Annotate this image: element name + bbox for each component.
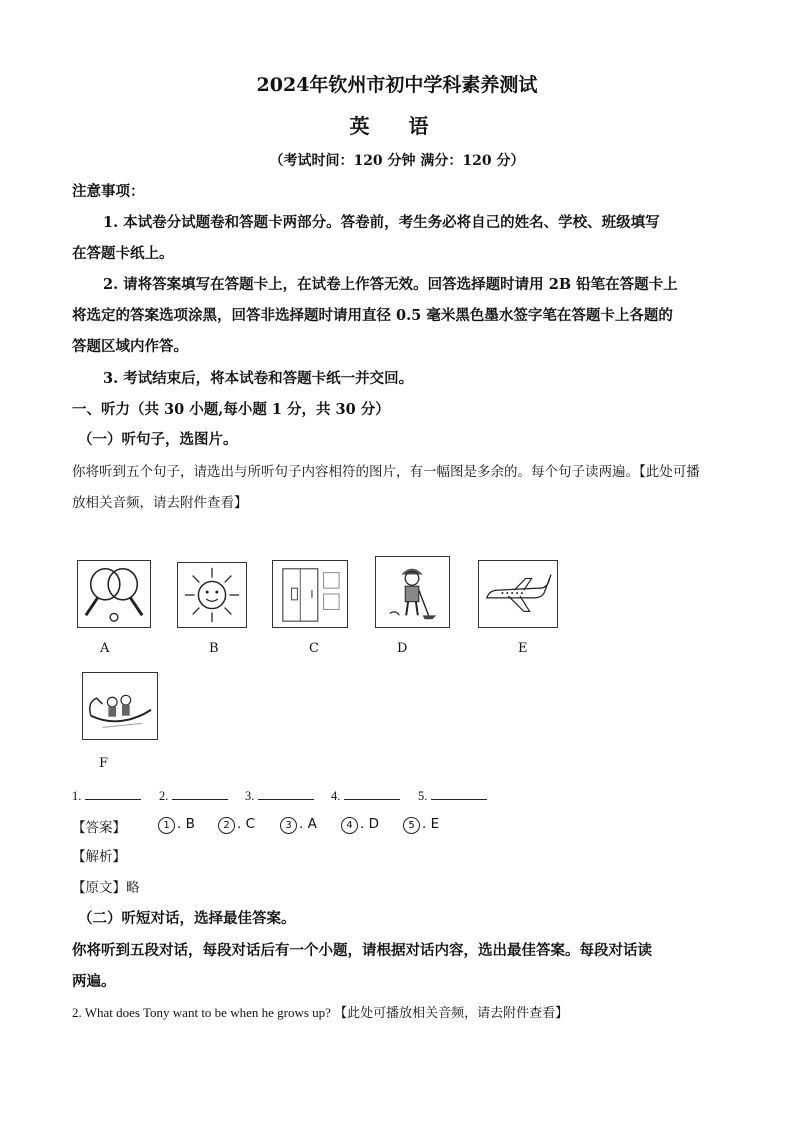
answer-2: 2 . C — [218, 816, 255, 834]
exam-title: 2024年钦州市初中学科素养测试 — [256, 74, 538, 96]
notes-heading: 注意事项： — [72, 183, 145, 200]
note-2-line-2: 将选定的答案选项涂黑，回答非选择题时请用直径 0.5 毫米黑色墨水签字笔在答题卡上各题的 — [72, 307, 673, 324]
picture-label-c: C — [309, 641, 319, 656]
blank-3[interactable]: 3. — [245, 787, 314, 804]
part-2-heading: （二）听短对话，选择最佳答案。 — [78, 910, 296, 927]
blank-4[interactable]: 4. — [331, 787, 400, 804]
picture-label-f: F — [99, 756, 109, 771]
answer-1: 1 . B — [158, 816, 195, 834]
blank-2[interactable]: 2. — [159, 787, 228, 804]
original-text: 【原文】略 — [72, 880, 140, 896]
answer-tag: 【答案】 — [72, 820, 126, 836]
picture-label-d: D — [397, 641, 408, 656]
analysis-tag: 【解析】 — [72, 849, 126, 865]
note-3: 3. 考试结束后，将本试卷和答题卡纸一并交回。 — [103, 370, 414, 387]
answer-5: 5 . E — [403, 816, 439, 834]
boy-sweeping-icon — [375, 556, 450, 628]
note-1-line-1: 1. 本试卷分试题卷和答题卡两部分。答卷前，考生务必将自己的姓名、学校、班级填写 — [103, 214, 660, 231]
answer-4: 4 . D — [341, 816, 379, 834]
note-2-line-1: 2. 请将答案填写在答题卡上，在试卷上作答无效。回答选择题时请用 2B 铅笔在答题卡上 — [103, 276, 678, 293]
sun-icon — [177, 562, 247, 628]
airplane-icon — [478, 560, 558, 628]
part-2-instruction-line-2: 两遍。 — [72, 973, 116, 990]
answer-3: 3 . A — [280, 816, 317, 834]
part-1-heading: （一）听句子，选图片。 — [78, 431, 238, 448]
part-1-instruction-line-2: 放相关音频，请去附件查看】 — [72, 495, 248, 511]
picture-label-e: E — [518, 641, 528, 656]
part-1-instruction-line-1: 你将听到五个句子，请选出与所听句子内容相符的图片，有一幅图是多余的。每个句子读两遍。【此处可播 — [72, 464, 700, 480]
subject-title: 英 语 — [349, 114, 445, 138]
exam-info: （考试时间：120 分钟 满分：120 分） — [269, 153, 525, 169]
picture-label-b: B — [209, 641, 219, 656]
question-2: 2. What does Tony want to be when he grows up? 【此处可播放相关音频，请去附件查看】 — [72, 1005, 569, 1020]
ping-pong-paddles-icon — [77, 560, 151, 628]
blank-5[interactable]: 5. — [418, 787, 487, 804]
picture-label-a: A — [100, 641, 110, 656]
part-2-instruction-line-1: 你将听到五段对话，每段对话后有一个小题，请根据对话内容，选出最佳答案。每段对话读 — [72, 942, 652, 959]
dragon-boat-icon — [82, 672, 158, 740]
refrigerator-icon — [272, 560, 348, 628]
blank-1[interactable]: 1. — [72, 787, 141, 804]
note-1-line-2: 在答题卡纸上。 — [72, 245, 174, 262]
note-2-line-3: 答题区域内作答。 — [72, 338, 188, 355]
section-1-heading: 一、听力（共 30 小题,每小题 1 分，共 30 分） — [72, 401, 390, 418]
